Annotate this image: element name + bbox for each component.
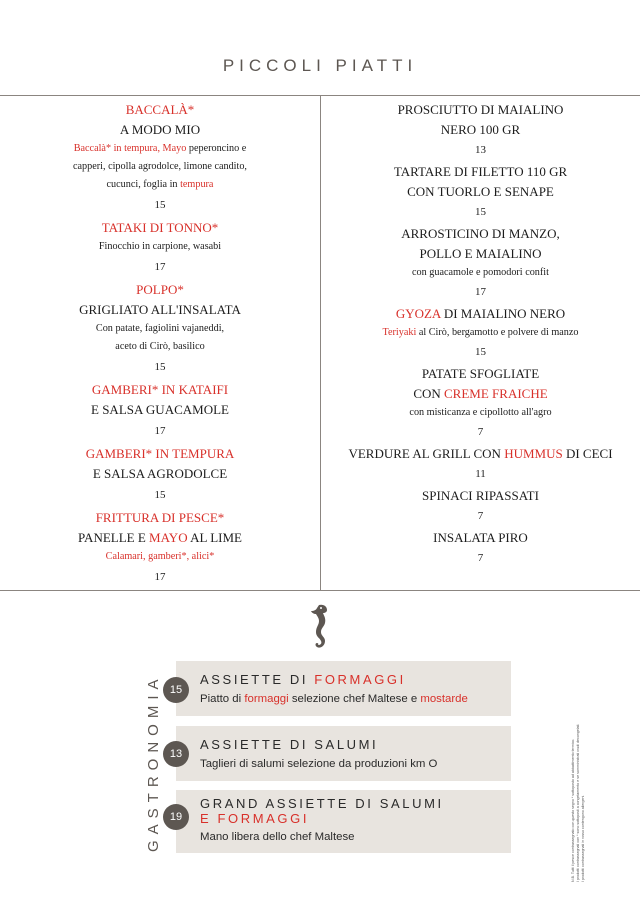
gastronomia-label: GASTRONOMIA <box>145 673 162 852</box>
dish-name-line <box>0 280 320 300</box>
dish-name-line <box>321 364 640 384</box>
dish-description-line <box>321 324 640 342</box>
menu-item <box>0 444 320 502</box>
menu-item <box>321 100 640 157</box>
text-segment: CON <box>413 386 445 401</box>
price-badge: 15 <box>163 677 189 703</box>
dish-price: 17 <box>475 286 486 298</box>
dish-name-line <box>0 218 320 238</box>
text-segment: FRITTURA DI PESCE* <box>95 510 225 525</box>
menu-item <box>0 380 320 438</box>
text-segment: VERDURE AL GRILL CON <box>348 446 505 461</box>
menu-item <box>0 508 320 584</box>
text-segment: con misticanza e cipollotto all'agro <box>409 407 552 418</box>
text-segment: al Cirò, bergamotto e polvere di manzo <box>416 327 579 338</box>
text-segment: NERO 100 GR <box>440 122 521 137</box>
dish-name-line <box>0 100 320 120</box>
text-segment: Mano libera dello chef Maltese <box>200 831 355 843</box>
seahorse-icon <box>305 603 335 651</box>
title-red: FORMAGGI <box>314 672 406 687</box>
text-segment: E SALSA AGRODOLCE <box>92 466 228 481</box>
title-plain: ASSIETTE DI <box>200 672 315 687</box>
text-segment: POLLO E MAIALINO <box>419 246 542 261</box>
text-segment: POLPO* <box>136 282 184 297</box>
menu-item <box>321 486 640 523</box>
dish-price: 17 <box>154 261 166 273</box>
text-segment: Calamari, gamberi*, alici* <box>105 551 215 562</box>
text-segment: capperi, cipolla agrodolce, limone candito, <box>73 161 247 172</box>
dish-name-line <box>321 162 640 182</box>
dish-name-line <box>321 486 640 506</box>
left-menu-column <box>0 100 320 590</box>
dish-name-line <box>0 444 320 464</box>
menu-item <box>321 364 640 439</box>
gastronomia-item <box>176 661 511 716</box>
dish-name-line <box>0 300 320 320</box>
gastronomia-item-title <box>200 737 378 752</box>
text-segment: GRIGLIATO ALL'INSALATA <box>79 302 241 317</box>
text-segment: Con patate, fagiolini vajaneddi, <box>95 323 225 334</box>
price-badge: 13 <box>163 741 189 767</box>
dish-name-line <box>321 444 640 464</box>
dish-price: 11 <box>475 468 486 480</box>
text-segment: GYOZA <box>395 306 441 321</box>
text-segment: PANELLE E <box>78 530 150 545</box>
dish-price: 15 <box>475 346 486 358</box>
menu-item <box>321 162 640 219</box>
dish-name-line <box>0 380 320 400</box>
text-segment: con guacamole e pomodori confit <box>412 267 549 278</box>
menu-item <box>321 444 640 481</box>
dish-description-line <box>0 176 320 194</box>
dish-description-line <box>321 404 640 422</box>
menu-item <box>321 528 640 565</box>
dish-description-line <box>0 158 320 176</box>
text-segment: selezione chef Maltese e <box>288 693 421 705</box>
footnote-line: I prodotti contrassegnati in rosso contengono allergeni. <box>581 794 585 882</box>
text-segment: HUMMUS <box>504 446 563 461</box>
text-segment: ARROSTICINO DI MANZO, <box>401 226 560 241</box>
text-segment: Finocchio in carpione, wasabi <box>98 241 222 252</box>
title-plain: ASSIETTE DI SALUMI <box>200 737 379 752</box>
text-segment: E SALSA GUACAMOLE <box>91 402 229 417</box>
dish-price: 7 <box>477 426 484 438</box>
dish-name-line <box>0 528 320 548</box>
dish-name-line <box>321 528 640 548</box>
text-segment: aceto di Cirò, basilico <box>115 341 205 352</box>
text-segment: Piatto di <box>200 693 245 705</box>
title-plain: GRAND ASSIETTE DI SALUMI <box>200 796 444 811</box>
gastronomia-item-description <box>200 831 355 843</box>
dish-name-line <box>0 120 320 140</box>
menu-item <box>0 100 320 212</box>
text-segment: INSALATA PIRO <box>433 530 528 545</box>
text-segment: SPINACI RIPASSATI <box>422 488 539 503</box>
menu-item <box>321 304 640 359</box>
footnote-line: I prodotti contrassegnati con * sono sottoposti a congelamento e se somministrati crudi decongelati. <box>576 723 580 882</box>
dish-description-line <box>321 264 640 282</box>
text-segment: TATAKI DI TONNO* <box>101 220 219 235</box>
dish-name-line <box>321 120 640 140</box>
footnote-line: N.B. Tutti il pesce contrassegnato con questo segno * sottoposto ad abbattimento termico. <box>571 738 575 882</box>
dish-description-line <box>0 238 320 256</box>
dish-description-line <box>0 320 320 338</box>
menu-item <box>0 218 320 274</box>
text-segment: peperoncino e <box>186 143 247 154</box>
dish-name-line <box>0 508 320 528</box>
dish-name-line <box>0 400 320 420</box>
dish-price: 7 <box>477 552 484 564</box>
dish-name-line <box>0 464 320 484</box>
text-segment: Teriyaki <box>382 327 417 338</box>
dish-price: 17 <box>154 571 166 583</box>
text-segment: formaggi <box>244 693 289 705</box>
dish-name-line <box>321 100 640 120</box>
gastronomia-item <box>176 726 511 781</box>
text-segment: BACCALÀ* <box>125 102 195 117</box>
dish-description-line <box>0 338 320 356</box>
bottom-divider <box>0 590 640 591</box>
dish-name-line <box>321 182 640 202</box>
dish-price: 15 <box>154 199 166 211</box>
text-segment: MAYO <box>149 530 188 545</box>
menu-item <box>0 280 320 374</box>
dish-price: 15 <box>475 206 486 218</box>
text-segment: Taglieri di salumi selezione da produzioni km O <box>200 758 438 770</box>
dish-name-line <box>321 384 640 404</box>
title-red: E FORMAGGI <box>200 811 310 826</box>
text-segment: TARTARE DI FILETTO 110 GR <box>393 164 568 179</box>
dish-price: 7 <box>477 510 484 522</box>
page-title: PICCOLI PIATTI <box>222 56 418 75</box>
gastronomia-item-title <box>200 672 406 687</box>
gastronomia-item <box>176 790 511 853</box>
dish-price: 17 <box>154 425 166 437</box>
price-badge: 19 <box>163 804 189 830</box>
text-segment: DI CECI <box>562 446 613 461</box>
dish-description-line <box>0 140 320 158</box>
text-segment: AL LIME <box>187 530 242 545</box>
text-segment: GAMBERI* IN TEMPURA <box>85 446 235 461</box>
dish-description-line <box>0 548 320 566</box>
dish-name-line <box>321 304 640 324</box>
text-segment: A MODO MIO <box>119 122 201 137</box>
dish-price: 13 <box>475 144 486 156</box>
dish-price: 15 <box>154 361 166 373</box>
text-segment: PATATE SFOGLIATE <box>421 366 540 381</box>
right-menu-column <box>321 100 640 570</box>
text-segment: DI MAIALINO NERO <box>440 306 566 321</box>
text-segment: mostarde <box>420 693 468 705</box>
gastronomia-item-description <box>200 693 468 705</box>
dish-price: 15 <box>154 489 166 501</box>
text-segment: cucunci, foglia in <box>106 179 181 190</box>
gastronomia-item-description <box>200 758 437 770</box>
menu-item <box>321 224 640 299</box>
allergen-footnote <box>571 652 586 882</box>
text-segment: PROSCIUTTO DI MAIALINO <box>397 102 564 117</box>
text-segment: CREME FRAICHE <box>444 386 548 401</box>
text-segment: tempura <box>180 179 214 190</box>
text-segment: Baccalà* in tempura, Mayo <box>73 143 187 154</box>
gastronomia-item-title <box>200 796 444 826</box>
text-segment: CON TUORLO E SENAPE <box>407 184 554 199</box>
dish-name-line <box>321 224 640 244</box>
dish-name-line <box>321 244 640 264</box>
text-segment: GAMBERI* IN KATAIFI <box>91 382 229 397</box>
